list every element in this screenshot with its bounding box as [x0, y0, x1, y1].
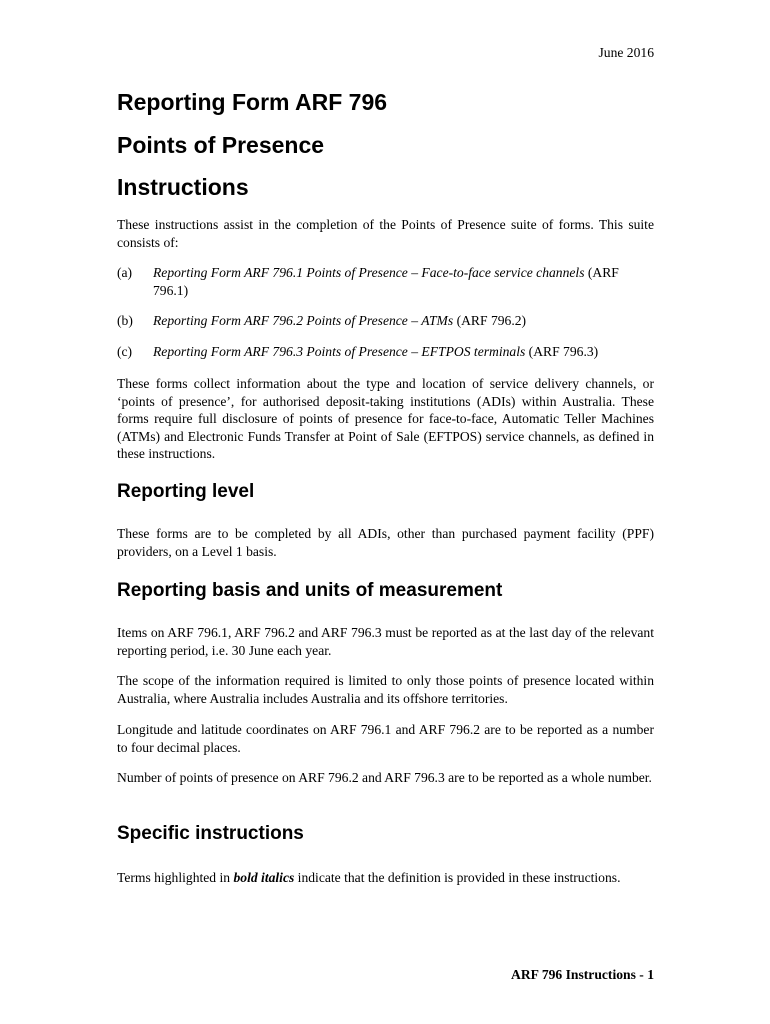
document-type-title: Instructions: [117, 174, 249, 200]
list-item-label: (b): [117, 313, 133, 328]
section-heading-reporting-level: Reporting level: [117, 481, 255, 502]
form-name: Reporting Form ARF 796.1 Points of Presence – Face-to-face service channels: [153, 265, 585, 280]
document-date: June 2016: [598, 45, 654, 60]
reporting-basis-paragraph-2: The scope of the information required is limited to only those points of presence located within Australia, where Australia includes Australia and its offshore territories.: [117, 673, 654, 706]
section-heading-specific-instructions: Specific instructions: [117, 823, 304, 844]
reporting-basis-paragraph-3: Longitude and latitude coordinates on ARF 796.1 and ARF 796.2 are to be reported as a number to four decimal places.: [117, 722, 654, 755]
forms-description-paragraph: These forms collect information about the type and location of service delivery channels, or ‘points of presence’, for authorised deposit-taking institutions (ADIs) within Australia. These forms require full disclosure of points of presence for face-to-face, Automatic Teller Machines (ATMs) and Electronic Funds Transfer at Point of Sale (EFTPOS) service channels, as defined in these instructions.: [117, 376, 654, 461]
form-subtitle: Points of Presence: [117, 132, 325, 158]
reporting-level-paragraph: These forms are to be completed by all ADIs, other than purchased payment facility (PPF) providers, on a Level 1 basis.: [117, 526, 654, 559]
list-item-label: (c): [117, 344, 133, 359]
list-item-text: [153, 343, 654, 361]
form-name: Reporting Form ARF 796.2 Points of Presence – ATMs: [153, 313, 454, 328]
form-code: (ARF 796.2): [453, 313, 527, 328]
list-item-label: (a): [117, 265, 133, 280]
list-item: [117, 312, 654, 330]
reporting-basis-paragraph-4: Number of points of presence on ARF 796.2 and ARF 796.3 are to be reported as a whole number.: [117, 770, 652, 785]
form-title: Reporting Form ARF 796: [117, 89, 388, 115]
specific-text-after: indicate that the definition is provided in these instructions.: [294, 870, 621, 885]
list-item-text: [153, 264, 654, 299]
specific-text-before: Terms highlighted in: [117, 870, 234, 885]
specific-instructions-paragraph: [117, 869, 654, 887]
reporting-basis-paragraph-1: Items on ARF 796.1, ARF 796.2 and ARF 796.3 must be reported as at the last day of the relevant reporting period, i.e. 30 June each year.: [117, 625, 654, 658]
list-item: [117, 264, 654, 299]
form-code: (ARF 796.3): [525, 344, 599, 359]
list-item: [117, 343, 654, 361]
bold-italics-example: bold italics: [233, 870, 295, 885]
list-item-text: [153, 312, 654, 330]
form-name: Reporting Form ARF 796.3 Points of Presence – EFTPOS terminals: [153, 344, 526, 359]
intro-paragraph: These instructions assist in the completion of the Points of Presence suite of forms. This suite consists of:: [117, 217, 654, 250]
page-footer: ARF 796 Instructions - 1: [511, 967, 654, 982]
form-code: (ARF 796.1): [153, 265, 619, 298]
section-heading-reporting-basis: Reporting basis and units of measurement: [117, 580, 503, 601]
